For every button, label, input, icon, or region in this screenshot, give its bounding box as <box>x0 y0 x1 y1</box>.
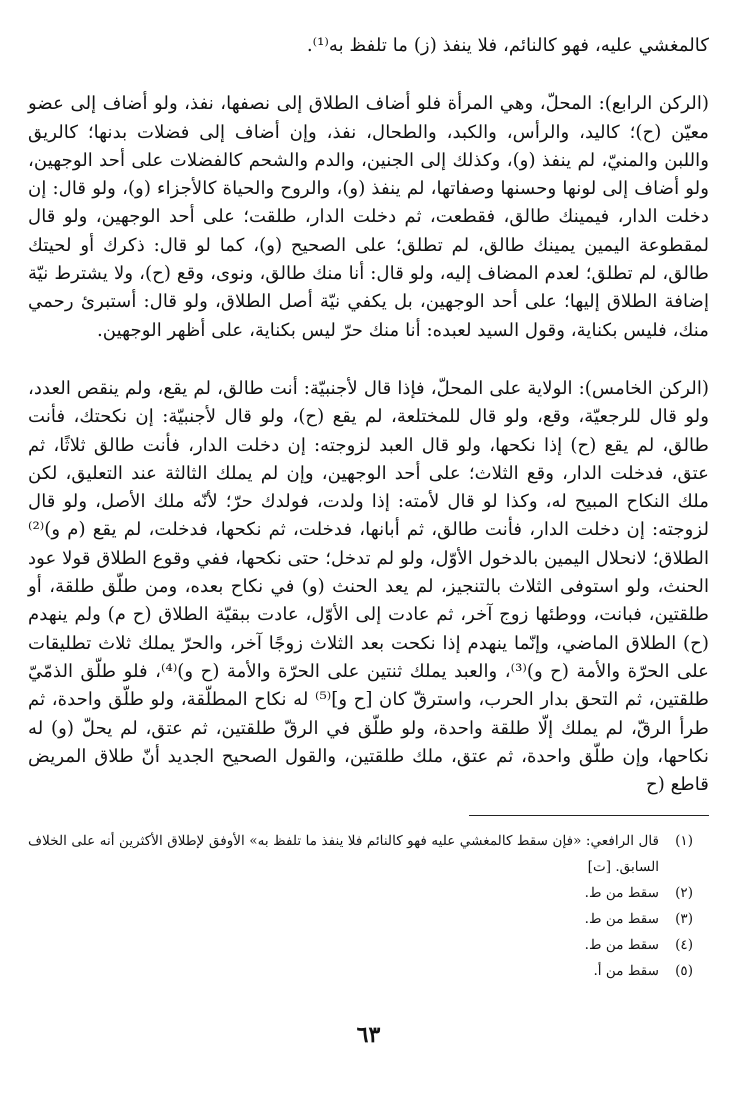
footnote-number: (٣) <box>675 911 693 928</box>
body-paragraph: كالمغشي عليه، فهو كالنائم، فلا ينفذ (ز) ما تلفظ به⁽¹⁾. <box>306 35 709 56</box>
footnote-text: قال الرافعي: «فإن سقط كالمغشي عليه فهو كالنائم فلا ينفذ ما تلفظ به» الأوفق لإطلاق الأكثرين أنه على الخلاف السابق. [ت] <box>28 833 659 876</box>
footnote-text: سقط من ط. <box>584 937 659 954</box>
footnote-text: سقط من أ. <box>593 963 659 980</box>
book-page <box>28 32 709 1072</box>
page-number: ٦٣ <box>356 1022 381 1048</box>
footnote-number: (١) <box>675 833 693 850</box>
footnote <box>28 828 693 880</box>
footnotes-section <box>28 828 709 984</box>
footnote-text: سقط من ط. <box>584 885 659 902</box>
footnote <box>28 880 693 906</box>
footnote-number: (٥) <box>675 963 693 980</box>
footnote-text: سقط من ط. <box>584 911 659 928</box>
footnote <box>28 932 693 958</box>
footnote-number: (٤) <box>675 937 693 954</box>
body-paragraph: (الركن الرابع): المحلّ، وهي المرأة فلو أضاف الطلاق إلى نصفها، نفذ، ولو أضاف إلى عضو معيّن (ح)؛ كاليد، والرأس، والكبد، والطحال، نفذ، وإن أضاف إلى فضلات بدنها؛ كالريق واللبن والمنيّ، لم ينفذ (و)، وكذلك إلى الجنين، والدم والشحم كالفضلات على أحد الوجهين، ولو أضاف إلى لونها وحسنها وصفاتها، لم ينفذ (و)، والروح والحياة كالأجزاء (و)، ولو قال: إن دخلت الدار، فيمينك طالق، فقطعت، ثم دخلت الدار، طلقت؛ على أحد الوجهين، ولو قال لمقطوعة اليمين يمينك طالق، لم تطلق؛ على الصحيح (و)، كما لو قال: ذكرك أو لحيتك طالق، لم تطلق؛ لعدم المضاف إليه، ولو قال: أنا منك طالق، ونوى، وقع (ح)، ولا يشترط نيّة إضافة الطلاق إليها؛ على أحد الوجهين، بل يكفي نيّة أصل الطلاق، ولو قال: أستبرئ رحمي منك، فليس بكناية، وقول السيد لعبده: أنا منك حرّ ليس بكناية، على أظهر الوجهين. <box>28 93 709 341</box>
footnote <box>28 958 693 984</box>
footnote-divider <box>469 815 709 816</box>
body-paragraph: (الركن الخامس): الولاية على المحلّ، فإذا قال لأجنبيّة: أنت طالق، لم يقع، ولم ينقص العدد، ولو قال للرجعيّة، وقع، ولو قال للمختلعة، لم يقع (ح)، ولو قال لأجنبيّة: إن نكحتك، فأنت طالق، لم يقع (ح) إذا نكحها، ولو قال العبد لزوجته: إن دخلت الدار، فأنت طالق ثلاثًا، ثم عتق، فدخلت الدار، وقع الثلاث؛ على أحد الوجهين، وإن لم يملك الثالثة عند التعليق، لكن ملك النكاح المبيح له، وكذا لو قال لأمته: إذا ولدت، فولدك حرّ؛ لأنّه ملك الأصل، ولو قال لزوجته: إن دخلت الدار، فأنت طالق، ثم أبانها، فدخلت، ثم نكحها، فدخلت، لم يقع (م و)⁽²⁾ الطلاق؛ لانحلال اليمين بالدخول الأوّل، ولو لم تدخل؛ حتى نكحها، ففي وقوع الطلاق قولا عود الحنث، ولو استوفى الثلاث بالتنجيز، لم يعد الحنث (و) في نكاح بعده، ومن طلّق طلقة، أو طلقتين، فبانت، ووطئها زوج آخر، ثم عادت إلى الأوّل، عادت ببقيّة الطلاق (ح م) ولم ينهدم (ح) الطلاق الماضي، وإنّما ينهدم إذا نكحت بعد الثلاث زوجًا آخر، والحرّ يملك ثلاث تطليقات على الحرّة والأمة (ح و)⁽³⁾، والعبد يملك ثنتين على الحرّة والأمة (ح و)⁽⁴⁾، فلو طلّق الذمّيّ طلقتين، ثم التحق بدار الحرب، واسترقّ كان [ح و]⁽⁵⁾ له نكاح المطلّقة، ولو طلّق واحدة، ثم طرأ الرقّ، لم يملك إلّا طلقة واحدة، ولو طلّق في الرقّ طلقتين، ثم عتق، لم يحلّ (و) له نكاحها، وإن طلّق واحدة، ثم عتق، ملك طلقتين، والقول الصحيح الجديد أنّ طلاق المريض قاطع (ح <box>28 377 709 796</box>
footnote-number: (٢) <box>675 885 693 902</box>
footnote <box>28 906 693 932</box>
